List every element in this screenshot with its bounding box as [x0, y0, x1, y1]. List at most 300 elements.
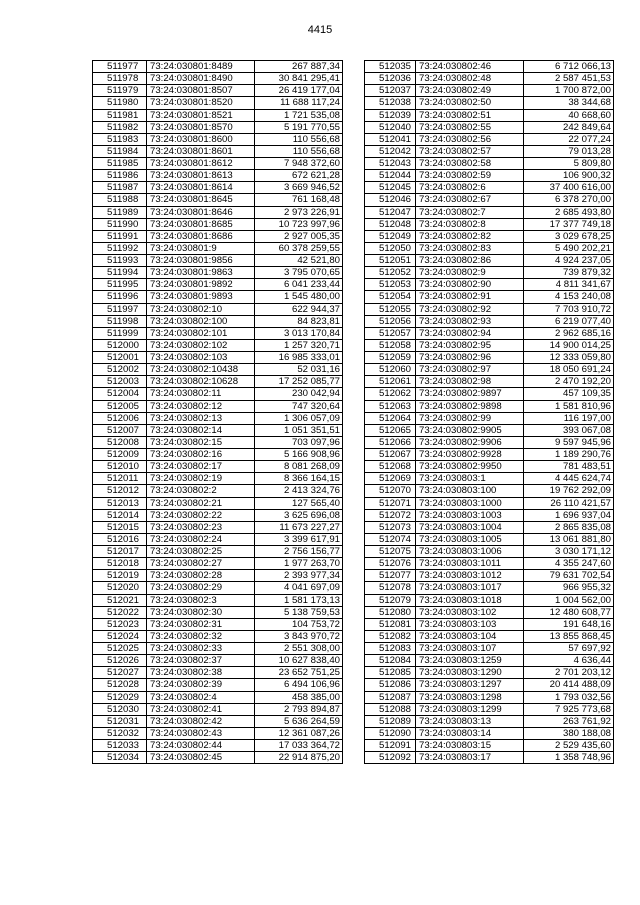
cadastral-number: 73:24:030802:6	[416, 182, 524, 194]
table-row	[365, 485, 614, 497]
row-number: 512033	[93, 740, 147, 752]
table-row	[365, 85, 614, 97]
row-number: 511977	[93, 61, 147, 73]
table-row	[365, 206, 614, 218]
row-number: 512032	[93, 727, 147, 739]
table-row	[93, 655, 343, 667]
cadastral-number: 73:24:030803:1011	[416, 558, 524, 570]
table-row	[93, 606, 343, 618]
table-row	[93, 449, 343, 461]
cadastral-value: 6 494 106,96	[255, 679, 343, 691]
row-number: 512009	[93, 449, 147, 461]
table-row	[93, 679, 343, 691]
cadastral-value: 30 841 295,41	[255, 73, 343, 85]
table-row	[93, 327, 343, 339]
cadastral-number: 73:24:030801:9	[147, 242, 255, 254]
row-number: 512068	[365, 461, 416, 473]
cadastral-number: 73:24:030801:9863	[147, 267, 255, 279]
cadastral-number: 73:24:030802:100	[147, 315, 255, 327]
cadastral-number: 73:24:030802:55	[416, 121, 524, 133]
row-number: 512081	[365, 618, 416, 630]
cadastral-number: 73:24:030802:103	[147, 352, 255, 364]
cadastral-number: 73:24:030802:99	[416, 412, 524, 424]
cadastral-number: 73:24:030803:1012	[416, 570, 524, 582]
cadastral-number: 73:24:030803:17	[416, 752, 524, 764]
cadastral-value: 20 414 488,09	[524, 679, 614, 691]
table-row	[365, 727, 614, 739]
cadastral-number: 73:24:030803:103	[416, 618, 524, 630]
cadastral-number: 73:24:030802:98	[416, 376, 524, 388]
cadastral-value: 104 753,72	[255, 618, 343, 630]
cadastral-number: 73:24:030801:8507	[147, 85, 255, 97]
cadastral-number: 73:24:030802:51	[416, 109, 524, 121]
table-row	[93, 61, 343, 73]
table-row	[93, 509, 343, 521]
row-number: 511980	[93, 97, 147, 109]
table-row	[93, 242, 343, 254]
cadastral-number: 73:24:030802:92	[416, 303, 524, 315]
cadastral-number: 73:24:030801:8520	[147, 97, 255, 109]
cadastral-number: 73:24:030802:9	[416, 267, 524, 279]
cadastral-value: 22 914 875,20	[255, 752, 343, 764]
cadastral-number: 73:24:030802:49	[416, 85, 524, 97]
row-number: 511981	[93, 109, 147, 121]
table-row	[93, 485, 343, 497]
table-row	[365, 303, 614, 315]
cadastral-value: 2 756 156,77	[255, 546, 343, 558]
cadastral-number: 73:24:030801:8490	[147, 73, 255, 85]
cadastral-number: 73:24:030802:23	[147, 521, 255, 533]
cadastral-number: 73:24:030802:58	[416, 158, 524, 170]
cadastral-number: 73:24:030801:8489	[147, 61, 255, 73]
cadastral-number: 73:24:030802:29	[147, 582, 255, 594]
row-number: 511997	[93, 303, 147, 315]
table-row	[365, 715, 614, 727]
table-row	[93, 315, 343, 327]
cadastral-number: 73:24:030801:8600	[147, 133, 255, 145]
cadastral-value: 747 320,64	[255, 400, 343, 412]
row-number: 512089	[365, 715, 416, 727]
row-number: 511983	[93, 133, 147, 145]
cadastral-number: 73:24:030802:38	[147, 667, 255, 679]
table-row	[365, 655, 614, 667]
cadastral-number: 73:24:030801:8521	[147, 109, 255, 121]
cadastral-number: 73:24:030803:1005	[416, 533, 524, 545]
row-number: 512023	[93, 618, 147, 630]
table-row	[93, 133, 343, 145]
table-row	[365, 218, 614, 230]
table-row	[93, 291, 343, 303]
cadastral-number: 73:24:030802:91	[416, 291, 524, 303]
table-row	[93, 121, 343, 133]
row-number: 511996	[93, 291, 147, 303]
row-number: 512090	[365, 727, 416, 739]
row-number: 512044	[365, 170, 416, 182]
cadastral-value: 42 521,80	[255, 255, 343, 267]
cadastral-value: 230 042,94	[255, 388, 343, 400]
row-number: 512091	[365, 740, 416, 752]
row-number: 512065	[365, 424, 416, 436]
row-number: 512060	[365, 364, 416, 376]
row-number: 512064	[365, 412, 416, 424]
cadastral-value: 3 399 617,91	[255, 533, 343, 545]
cadastral-number: 73:24:030802:27	[147, 558, 255, 570]
row-number: 512041	[365, 133, 416, 145]
table-row	[93, 352, 343, 364]
cadastral-number: 73:24:030802:25	[147, 546, 255, 558]
table-row	[365, 145, 614, 157]
row-number: 512001	[93, 352, 147, 364]
row-number: 512062	[365, 388, 416, 400]
row-number: 512070	[365, 485, 416, 497]
cadastral-value: 52 031,16	[255, 364, 343, 376]
cadastral-value: 3 669 946,52	[255, 182, 343, 194]
row-number: 512043	[365, 158, 416, 170]
cadastral-value: 781 483,51	[524, 461, 614, 473]
row-number: 512057	[365, 327, 416, 339]
cadastral-number: 73:24:030802:13	[147, 412, 255, 424]
row-number: 512047	[365, 206, 416, 218]
row-number: 511982	[93, 121, 147, 133]
table-row	[93, 279, 343, 291]
table-row	[365, 473, 614, 485]
cadastral-number: 73:24:030802:31	[147, 618, 255, 630]
row-number: 512075	[365, 546, 416, 558]
row-number: 512014	[93, 509, 147, 521]
table-row	[365, 339, 614, 351]
table-row	[93, 158, 343, 170]
cadastral-value: 4 445 624,74	[524, 473, 614, 485]
cadastral-number: 73:24:030803:107	[416, 643, 524, 655]
cadastral-number: 73:24:030802:37	[147, 655, 255, 667]
cadastral-value: 457 109,35	[524, 388, 614, 400]
row-number: 512015	[93, 521, 147, 533]
cadastral-value: 2 927 005,35	[255, 230, 343, 242]
table-row	[365, 606, 614, 618]
row-number: 512067	[365, 449, 416, 461]
table-row	[365, 327, 614, 339]
row-number: 512006	[93, 412, 147, 424]
table-row	[93, 255, 343, 267]
cadastral-value: 1 793 032,56	[524, 691, 614, 703]
cadastral-number: 73:24:030802:14	[147, 424, 255, 436]
row-number: 511984	[93, 145, 147, 157]
cadastral-value: 8 081 268,09	[255, 461, 343, 473]
row-number: 512000	[93, 339, 147, 351]
cadastral-value: 10 627 838,40	[255, 655, 343, 667]
table-row	[93, 582, 343, 594]
cadastral-number: 73:24:030802:57	[416, 145, 524, 157]
cadastral-value: 3 795 070,65	[255, 267, 343, 279]
row-number: 512061	[365, 376, 416, 388]
row-number: 512092	[365, 752, 416, 764]
cadastral-number: 73:24:030802:10628	[147, 376, 255, 388]
row-number: 512073	[365, 521, 416, 533]
row-number: 512049	[365, 230, 416, 242]
cadastral-number: 73:24:030801:8601	[147, 145, 255, 157]
row-number: 511991	[93, 230, 147, 242]
table-row	[93, 594, 343, 606]
table-row	[93, 376, 343, 388]
cadastral-number: 73:24:030802:12	[147, 400, 255, 412]
row-number: 512018	[93, 558, 147, 570]
cadastral-value: 1 189 290,76	[524, 449, 614, 461]
cadastral-value: 13 855 868,45	[524, 630, 614, 642]
table-row	[365, 170, 614, 182]
table-row	[93, 267, 343, 279]
cadastral-value: 1 545 480,00	[255, 291, 343, 303]
table-row	[93, 109, 343, 121]
cadastral-number: 73:24:030803:14	[416, 727, 524, 739]
row-number: 511994	[93, 267, 147, 279]
table-row	[93, 691, 343, 703]
table-row	[93, 546, 343, 558]
cadastral-value: 3 843 970,72	[255, 630, 343, 642]
cadastral-number: 73:24:030801:8686	[147, 230, 255, 242]
cadastral-value: 1 004 562,00	[524, 594, 614, 606]
table-row	[93, 715, 343, 727]
cadastral-value: 12 333 059,80	[524, 352, 614, 364]
cadastral-value: 3 013 170,84	[255, 327, 343, 339]
cadastral-value: 7 948 372,60	[255, 158, 343, 170]
row-number: 511999	[93, 327, 147, 339]
table-row	[365, 315, 614, 327]
cadastral-value: 1 700 872,00	[524, 85, 614, 97]
row-number: 512078	[365, 582, 416, 594]
cadastral-number: 73:24:030802:9928	[416, 449, 524, 461]
row-number: 512008	[93, 436, 147, 448]
table-row	[365, 667, 614, 679]
table-row	[93, 424, 343, 436]
row-number: 512028	[93, 679, 147, 691]
table-row	[365, 230, 614, 242]
row-number: 512069	[365, 473, 416, 485]
table-row	[365, 449, 614, 461]
table-row	[365, 436, 614, 448]
cadastral-number: 73:24:030802:97	[416, 364, 524, 376]
cadastral-number: 73:24:030803:104	[416, 630, 524, 642]
row-number: 512026	[93, 655, 147, 667]
cadastral-value: 1 721 535,08	[255, 109, 343, 121]
cadastral-value: 4 924 237,05	[524, 255, 614, 267]
row-number: 512017	[93, 546, 147, 558]
cadastral-value: 2 470 192,20	[524, 376, 614, 388]
table-row	[365, 618, 614, 630]
table-row	[365, 630, 614, 642]
row-number: 512055	[365, 303, 416, 315]
row-number: 512083	[365, 643, 416, 655]
table-row	[93, 703, 343, 715]
cadastral-value: 37 400 616,00	[524, 182, 614, 194]
cadastral-value: 1 358 748,96	[524, 752, 614, 764]
table-row	[365, 376, 614, 388]
row-number: 512085	[365, 667, 416, 679]
cadastral-number: 73:24:030802:39	[147, 679, 255, 691]
cadastral-value: 26 419 177,04	[255, 85, 343, 97]
row-number: 512059	[365, 352, 416, 364]
row-number: 512052	[365, 267, 416, 279]
cadastral-value: 3 625 696,08	[255, 509, 343, 521]
row-number: 512048	[365, 218, 416, 230]
cadastral-number: 73:24:030802:46	[416, 61, 524, 73]
table-row	[365, 424, 614, 436]
cadastral-number: 73:24:030802:101	[147, 327, 255, 339]
cadastral-number: 73:24:030802:48	[416, 73, 524, 85]
cadastral-number: 73:24:030802:30	[147, 606, 255, 618]
cadastral-value: 739 879,32	[524, 267, 614, 279]
cadastral-number: 73:24:030802:21	[147, 497, 255, 509]
cadastral-number: 73:24:030803:1259	[416, 655, 524, 667]
table-row	[93, 521, 343, 533]
cadastral-number: 73:24:030803:1290	[416, 667, 524, 679]
row-number: 512024	[93, 630, 147, 642]
cadastral-number: 73:24:030802:59	[416, 170, 524, 182]
row-number: 512066	[365, 436, 416, 448]
cadastral-number: 73:24:030802:10	[147, 303, 255, 315]
table-row	[365, 364, 614, 376]
row-number: 511992	[93, 242, 147, 254]
row-number: 512076	[365, 558, 416, 570]
table-row	[365, 73, 614, 85]
cadastral-value: 5 191 770,55	[255, 121, 343, 133]
cadastral-number: 73:24:030802:95	[416, 339, 524, 351]
cadastral-value: 13 061 881,80	[524, 533, 614, 545]
cadastral-number: 73:24:030802:22	[147, 509, 255, 521]
row-number: 512039	[365, 109, 416, 121]
table-row	[365, 497, 614, 509]
table-row	[93, 473, 343, 485]
cadastral-value: 4 811 341,67	[524, 279, 614, 291]
cadastral-value: 622 944,37	[255, 303, 343, 315]
row-number: 511993	[93, 255, 147, 267]
cadastral-value: 4 355 247,60	[524, 558, 614, 570]
table-row	[365, 133, 614, 145]
row-number: 511986	[93, 170, 147, 182]
cadastral-value: 22 077,24	[524, 133, 614, 145]
table-row	[365, 267, 614, 279]
cadastral-number: 73:24:030802:2	[147, 485, 255, 497]
cadastral-value: 4 636,44	[524, 655, 614, 667]
right-data-table	[364, 60, 614, 764]
cadastral-value: 8 366 164,15	[255, 473, 343, 485]
cadastral-value: 79 013,28	[524, 145, 614, 157]
row-number: 511988	[93, 194, 147, 206]
row-number: 512087	[365, 691, 416, 703]
row-number: 512056	[365, 315, 416, 327]
row-number: 511987	[93, 182, 147, 194]
row-number: 512030	[93, 703, 147, 715]
row-number: 511995	[93, 279, 147, 291]
cadastral-value: 1 581 810,96	[524, 400, 614, 412]
cadastral-value: 703 097,96	[255, 436, 343, 448]
cadastral-number: 73:24:030802:9950	[416, 461, 524, 473]
row-number: 512051	[365, 255, 416, 267]
cadastral-number: 73:24:030802:9898	[416, 400, 524, 412]
table-row	[93, 412, 343, 424]
table-row	[93, 303, 343, 315]
cadastral-value: 38 344,68	[524, 97, 614, 109]
table-row	[365, 521, 614, 533]
row-number: 512021	[93, 594, 147, 606]
table-row	[365, 740, 614, 752]
row-number: 512077	[365, 570, 416, 582]
row-number: 512035	[365, 61, 416, 73]
table-row	[93, 558, 343, 570]
page-number: 4415	[307, 24, 333, 36]
row-number: 512042	[365, 145, 416, 157]
cadastral-number: 73:24:030802:10438	[147, 364, 255, 376]
table-row	[365, 509, 614, 521]
row-number: 512086	[365, 679, 416, 691]
table-row	[365, 255, 614, 267]
cadastral-value: 2 701 203,12	[524, 667, 614, 679]
cadastral-number: 73:24:030801:8614	[147, 182, 255, 194]
cadastral-value: 3 029 678,25	[524, 230, 614, 242]
left-data-table	[92, 60, 343, 764]
table-row	[93, 364, 343, 376]
row-number: 512088	[365, 703, 416, 715]
cadastral-value: 191 648,16	[524, 618, 614, 630]
cadastral-value: 10 723 997,96	[255, 218, 343, 230]
cadastral-number: 73:24:030802:16	[147, 449, 255, 461]
cadastral-value: 84 823,81	[255, 315, 343, 327]
cadastral-value: 242 849,64	[524, 121, 614, 133]
table-row	[365, 461, 614, 473]
table-row	[93, 752, 343, 764]
table-row	[365, 158, 614, 170]
cadastral-number: 73:24:030802:19	[147, 473, 255, 485]
cadastral-value: 79 631 702,54	[524, 570, 614, 582]
cadastral-value: 127 565,40	[255, 497, 343, 509]
cadastral-number: 73:24:030802:45	[147, 752, 255, 764]
cadastral-number: 73:24:030802:42	[147, 715, 255, 727]
table-row	[93, 630, 343, 642]
cadastral-number: 73:24:030803:1006	[416, 546, 524, 558]
cadastral-number: 73:24:030803:1298	[416, 691, 524, 703]
row-number: 511998	[93, 315, 147, 327]
table-row	[365, 582, 614, 594]
cadastral-value: 19 762 292,09	[524, 485, 614, 497]
row-number: 512050	[365, 242, 416, 254]
row-number: 512012	[93, 485, 147, 497]
row-number: 512031	[93, 715, 147, 727]
row-number: 512084	[365, 655, 416, 667]
cadastral-number: 73:24:030801:9893	[147, 291, 255, 303]
cadastral-number: 73:24:030803:1018	[416, 594, 524, 606]
cadastral-value: 2 393 977,34	[255, 570, 343, 582]
cadastral-value: 1 306 057,09	[255, 412, 343, 424]
row-number: 512013	[93, 497, 147, 509]
table-row	[365, 533, 614, 545]
cadastral-number: 73:24:030802:32	[147, 630, 255, 642]
row-number: 512063	[365, 400, 416, 412]
cadastral-value: 380 188,08	[524, 727, 614, 739]
cadastral-number: 73:24:030801:8685	[147, 218, 255, 230]
table-row	[93, 667, 343, 679]
cadastral-value: 5 636 264,59	[255, 715, 343, 727]
cadastral-value: 1 051 351,51	[255, 424, 343, 436]
cadastral-number: 73:24:030802:8	[416, 218, 524, 230]
cadastral-number: 73:24:030803:1003	[416, 509, 524, 521]
cadastral-number: 73:24:030802:102	[147, 339, 255, 351]
table-row	[365, 400, 614, 412]
cadastral-value: 116 197,00	[524, 412, 614, 424]
row-number: 511989	[93, 206, 147, 218]
cadastral-value: 458 385,00	[255, 691, 343, 703]
cadastral-number: 73:24:030802:9905	[416, 424, 524, 436]
cadastral-value: 110 556,68	[255, 145, 343, 157]
row-number: 512007	[93, 424, 147, 436]
